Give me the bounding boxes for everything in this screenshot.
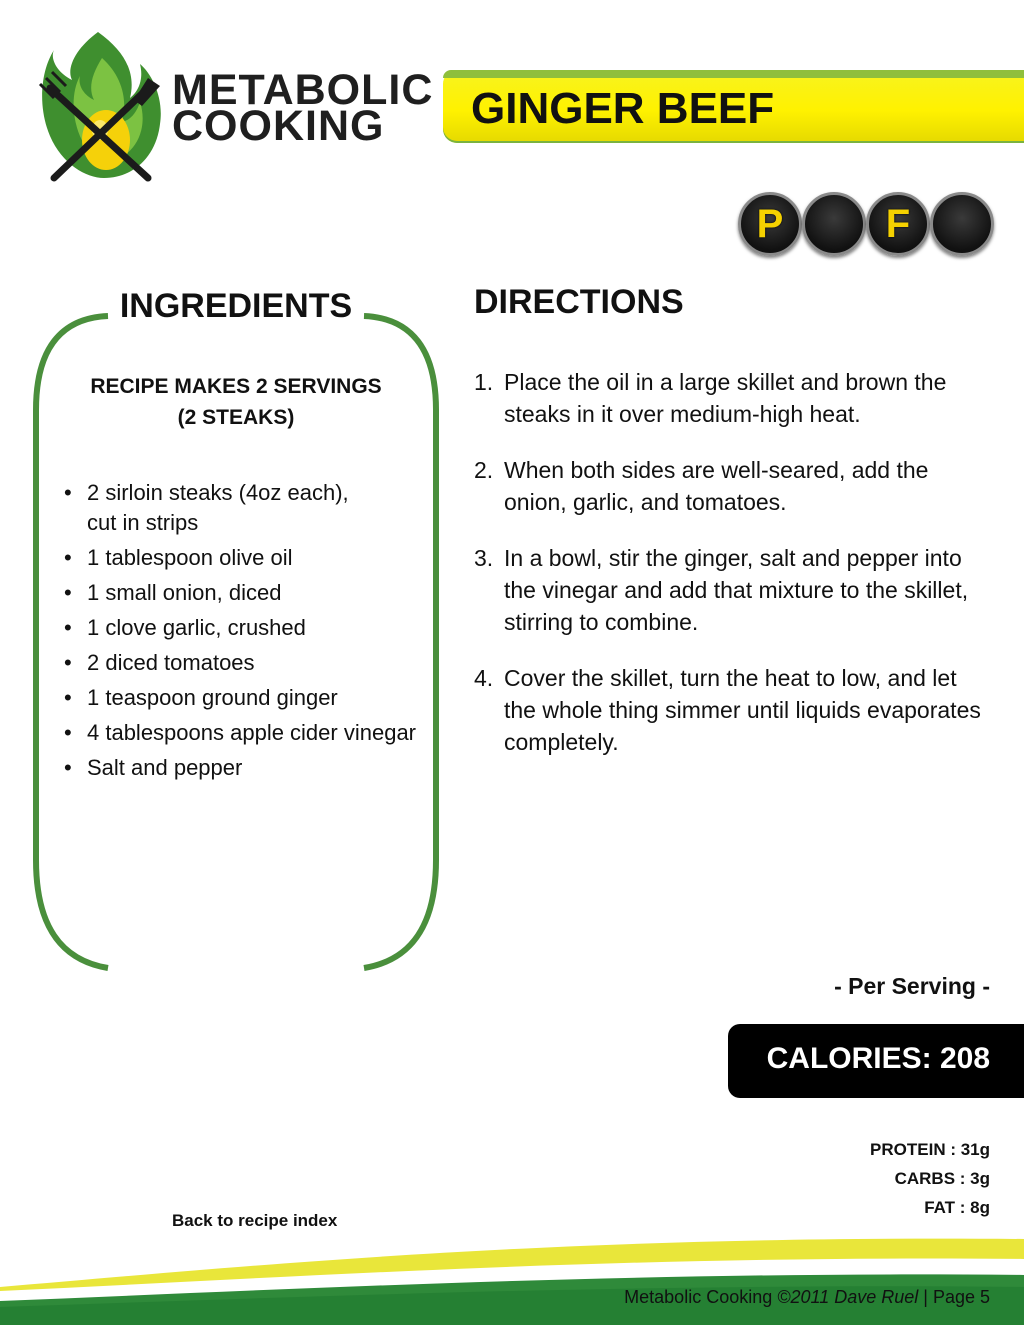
macros-list [870, 1135, 990, 1222]
ingredient-item: • 1 clove garlic, crushed [62, 613, 422, 643]
recipe-title: GINGER BEEF [471, 84, 775, 133]
protein-badge [738, 192, 802, 256]
ingredient-item: • 1 teaspoon ground ginger [62, 683, 422, 713]
title-banner [443, 70, 1024, 143]
footer-copyright: ©2011 Dave Ruel [777, 1287, 919, 1307]
calories-box [728, 1024, 1024, 1098]
directions-heading: DIRECTIONS [474, 283, 684, 321]
direction-step [474, 662, 994, 758]
calories-value: CALORIES: 208 [766, 1042, 990, 1075]
step-number: 3. [474, 545, 494, 571]
logo-wordmark [172, 66, 434, 150]
back-to-index-link[interactable]: Back to recipe index [172, 1211, 338, 1230]
ingredient-item: • Salt and pepper [62, 753, 422, 783]
badge-letter-f: F [885, 202, 911, 246]
servings-note [60, 371, 412, 433]
step-text: In a bowl, stir the ginger, salt and pepper into the vinegar and add that mixture to the skillet, stirring to combine. [504, 545, 969, 635]
footer-page: | Page 5 [918, 1287, 990, 1307]
step-text: When both sides are well-seared, add the onion, garlic, and tomatoes. [504, 457, 929, 515]
fat-value: FAT : 8g [924, 1198, 990, 1217]
empty-badge [802, 192, 866, 256]
flame-fork-knife-icon [36, 28, 171, 188]
empty-badge [930, 192, 994, 256]
step-number: 4. [474, 665, 494, 691]
badge-letter-p: P [756, 202, 784, 246]
step-text: Place the oil in a large skillet and brown the steaks in it over medium-high heat. [504, 369, 947, 427]
ingredient-item: • 1 small onion, diced [62, 578, 422, 608]
ingredients-heading: INGREDIENTS [110, 287, 362, 326]
ingredient-item: • 2 sirloin steaks (4oz each), cut in strips [62, 478, 422, 538]
ingredient-item: • 1 tablespoon olive oil [62, 543, 422, 573]
direction-step [474, 366, 994, 430]
step-text: Cover the skillet, turn the heat to low, and let the whole thing simmer until liquids evaporates completely. [504, 665, 981, 755]
protein-value: PROTEIN : 31g [870, 1140, 990, 1159]
ingredient-item: • 2 diced tomatoes [62, 648, 422, 678]
macro-badges [738, 192, 994, 254]
logo-line-2: COOKING [172, 102, 385, 150]
footer-wave [0, 1225, 1024, 1325]
carbs-value: CARBS : 3g [894, 1169, 990, 1188]
footer-brand: Metabolic Cooking [624, 1287, 778, 1307]
fat-badge [866, 192, 930, 256]
logo [36, 28, 434, 188]
servings-line-2: (2 STEAKS) [177, 406, 295, 429]
servings-line-1: RECIPE MAKES 2 SERVINGS [90, 375, 382, 398]
ingredient-item: • 4 tablespoons apple cider vinegar [62, 718, 422, 748]
direction-step [474, 454, 994, 518]
directions-list [474, 366, 994, 782]
direction-step [474, 542, 994, 638]
step-number: 2. [474, 457, 494, 483]
per-serving-label: - Per Serving - [834, 973, 990, 999]
step-number: 1. [474, 369, 494, 395]
footer-credit [624, 1287, 990, 1308]
ingredients-list [62, 478, 422, 788]
logo-line-1: METABOLIC [172, 66, 434, 114]
